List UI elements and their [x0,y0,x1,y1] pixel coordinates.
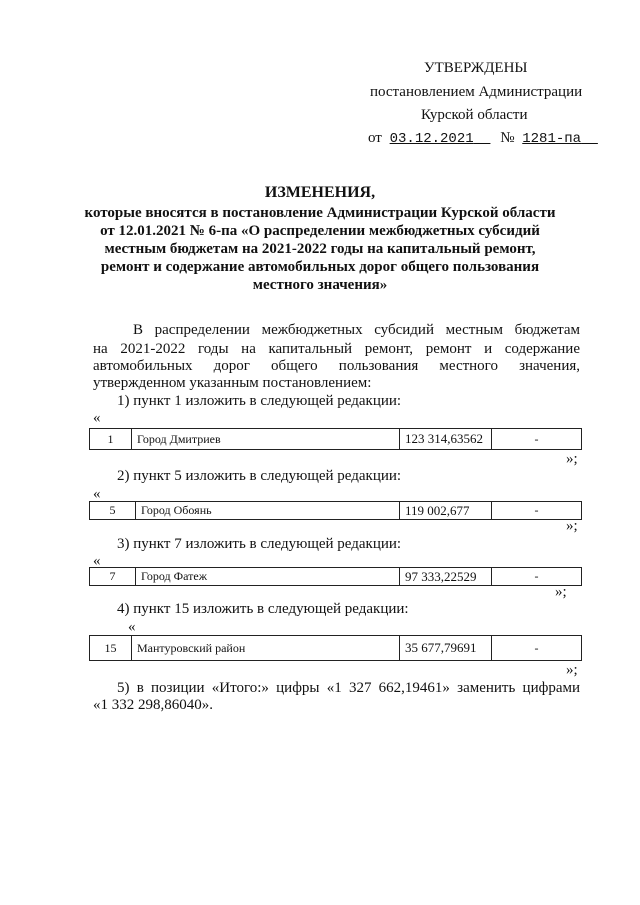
row-value: 123 314,63562 [400,429,492,450]
approval-heading: УТВЕРЖДЕНЫ [424,60,528,76]
intro-line-2: на 2021-2022 годы на капитальный ремонт, ремонт и содержание [93,341,580,357]
title-line-5: местного значения» [252,277,388,293]
table-row [90,502,582,520]
row-dash: - [492,636,582,661]
row-number: 1 [90,429,132,450]
table-row [90,568,582,586]
table-row [90,429,582,450]
number-sign: № [500,130,515,146]
document-title: ИЗМЕНЕНИЯ, [264,184,376,201]
item-1-close-quote: »; [566,451,578,467]
item-2-label: 2) пункт 5 изложить в следующей редакции: [117,468,402,484]
row-number: 15 [90,636,132,661]
item-3-close-quote: »; [555,584,567,600]
row-name: Город Фатеж [136,568,400,586]
item-4-open-quote: « [128,619,136,635]
approval-date-line [368,130,598,147]
final-line-1: 5) в позиции «Итого:» цифры «1 327 662,19461» заменить цифрами [117,680,580,696]
item-4-close-quote: »; [566,662,578,678]
row-dash: - [492,429,582,450]
item-1-table [89,428,582,450]
approval-date: 03.12.2021 [389,131,474,147]
item-3-table [89,567,582,586]
intro-line-4: утвержденном указанным постановлением: [93,375,372,391]
item-4-table [89,635,582,661]
item-2-table [89,501,582,520]
final-line-2: «1 332 298,86040». [93,697,213,713]
approval-line-1: постановлением Администрации [370,84,583,100]
approval-number: 1281-па [522,131,582,147]
row-number: 7 [90,568,136,586]
row-name: Город Обоянь [136,502,400,520]
row-dash: - [492,568,582,586]
title-line-3: местным бюджетам на 2021-2022 годы на капитальный ремонт, [104,241,536,257]
title-line-1: которые вносятся в постановление Администрации Курской области [84,205,556,221]
table-row [90,636,582,661]
date-prefix: от [368,130,382,146]
item-3-open-quote: « [93,553,101,569]
item-2-close-quote: »; [566,518,578,534]
intro-line-3: автомобильных дорог общего пользования местного значения, [93,358,580,374]
row-number: 5 [90,502,136,520]
title-line-2: от 12.01.2021 № 6-па «О распределении межбюджетных субсидий [100,223,540,239]
row-name: Мантуровский район [132,636,400,661]
item-4-label: 4) пункт 15 изложить в следующей редакции: [117,601,409,617]
row-dash: - [492,502,582,520]
approval-line-2: Курской области [421,107,528,123]
row-value: 35 677,79691 [400,636,492,661]
item-1-label: 1) пункт 1 изложить в следующей редакции: [117,393,402,409]
row-name: Город Дмитриев [132,429,400,450]
row-value: 119 002,677 [400,502,492,520]
intro-line-1: В распределении межбюджетных субсидий местным бюджетам [133,322,580,338]
item-1-open-quote: « [93,410,101,426]
row-value: 97 333,22529 [400,568,492,586]
item-2-open-quote: « [93,486,101,502]
title-line-4: ремонт и содержание автомобильных дорог общего пользования [100,259,540,275]
item-3-label: 3) пункт 7 изложить в следующей редакции: [117,536,402,552]
